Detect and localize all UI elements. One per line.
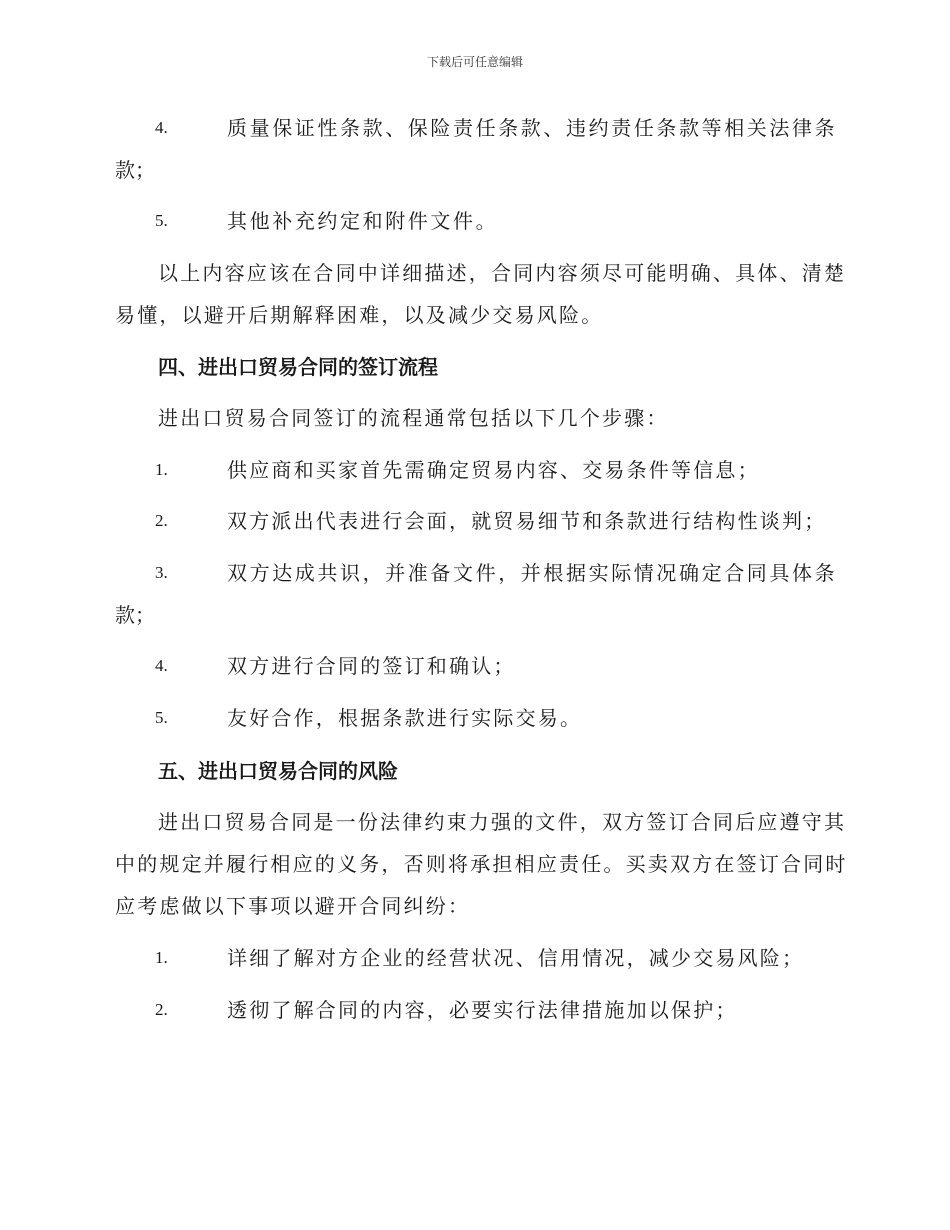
list-item-text: 双方达成共识，并准备文件，并根据实际情况确定合同具体条 [227, 561, 838, 585]
page-header: 下载后可任意编辑 [426, 55, 523, 69]
paragraph-line: 应考虑做以下事项以避开合同纠纷： [115, 894, 471, 918]
list-item-number: 3. [155, 563, 168, 582]
list-item-text: 透彻了解合同的内容，必要实行法律措施加以保护； [227, 998, 738, 1022]
list-item-number: 2. [155, 511, 168, 530]
list-item-number: 4. [155, 656, 168, 675]
list-item-number: 4. [155, 118, 168, 137]
list-item-text: 友好合作，根据条款进行实际交易。 [227, 706, 583, 730]
list-item-number: 5. [155, 708, 168, 727]
list-item-text: 其他补充约定和附件文件。 [227, 209, 499, 233]
paragraph-line: 易懂，以避开后期解释困难，以及减少交易风险。 [115, 303, 604, 327]
list-item-text: 供应商和买家首先需确定贸易内容、交易条件等信息； [227, 458, 760, 482]
paragraph-line: 以上内容应该在合同中详细描述，合同内容须尽可能明确、具体、清楚 [158, 261, 847, 285]
paragraph-line: 进出口贸易合同签订的流程通常包括以下几个步骤： [158, 406, 669, 430]
list-item-number: 1. [155, 948, 168, 967]
paragraph-line: 进出口贸易合同是一份法律约束力强的文件，双方签订合同后应遵守其 [158, 810, 847, 834]
list-item-text: 双方进行合同的签订和确认； [227, 654, 516, 678]
list-item-continuation: 款； [115, 158, 155, 182]
list-item-text: 双方派出代表进行会面，就贸易细节和条款进行结构性谈判； [227, 509, 827, 533]
list-item-number: 2. [155, 1000, 168, 1019]
list-item-number: 1. [155, 460, 168, 479]
list-item-text: 质量保证性条款、保险责任条款、违约责任条款等相关法律条 [227, 116, 838, 140]
list-item-text: 详细了解对方企业的经营状况、信用情况，减少交易风险； [227, 946, 805, 970]
section-heading: 五、进出口贸易合同的风险 [158, 759, 398, 783]
list-item-number: 5. [155, 211, 168, 230]
paragraph-line: 中的规定并履行相应的义务，否则将承担相应责任。买卖双方在签订合同时 [115, 852, 848, 876]
list-item-continuation: 款； [115, 603, 155, 627]
section-heading: 四、进出口贸易合同的签订流程 [158, 355, 438, 379]
